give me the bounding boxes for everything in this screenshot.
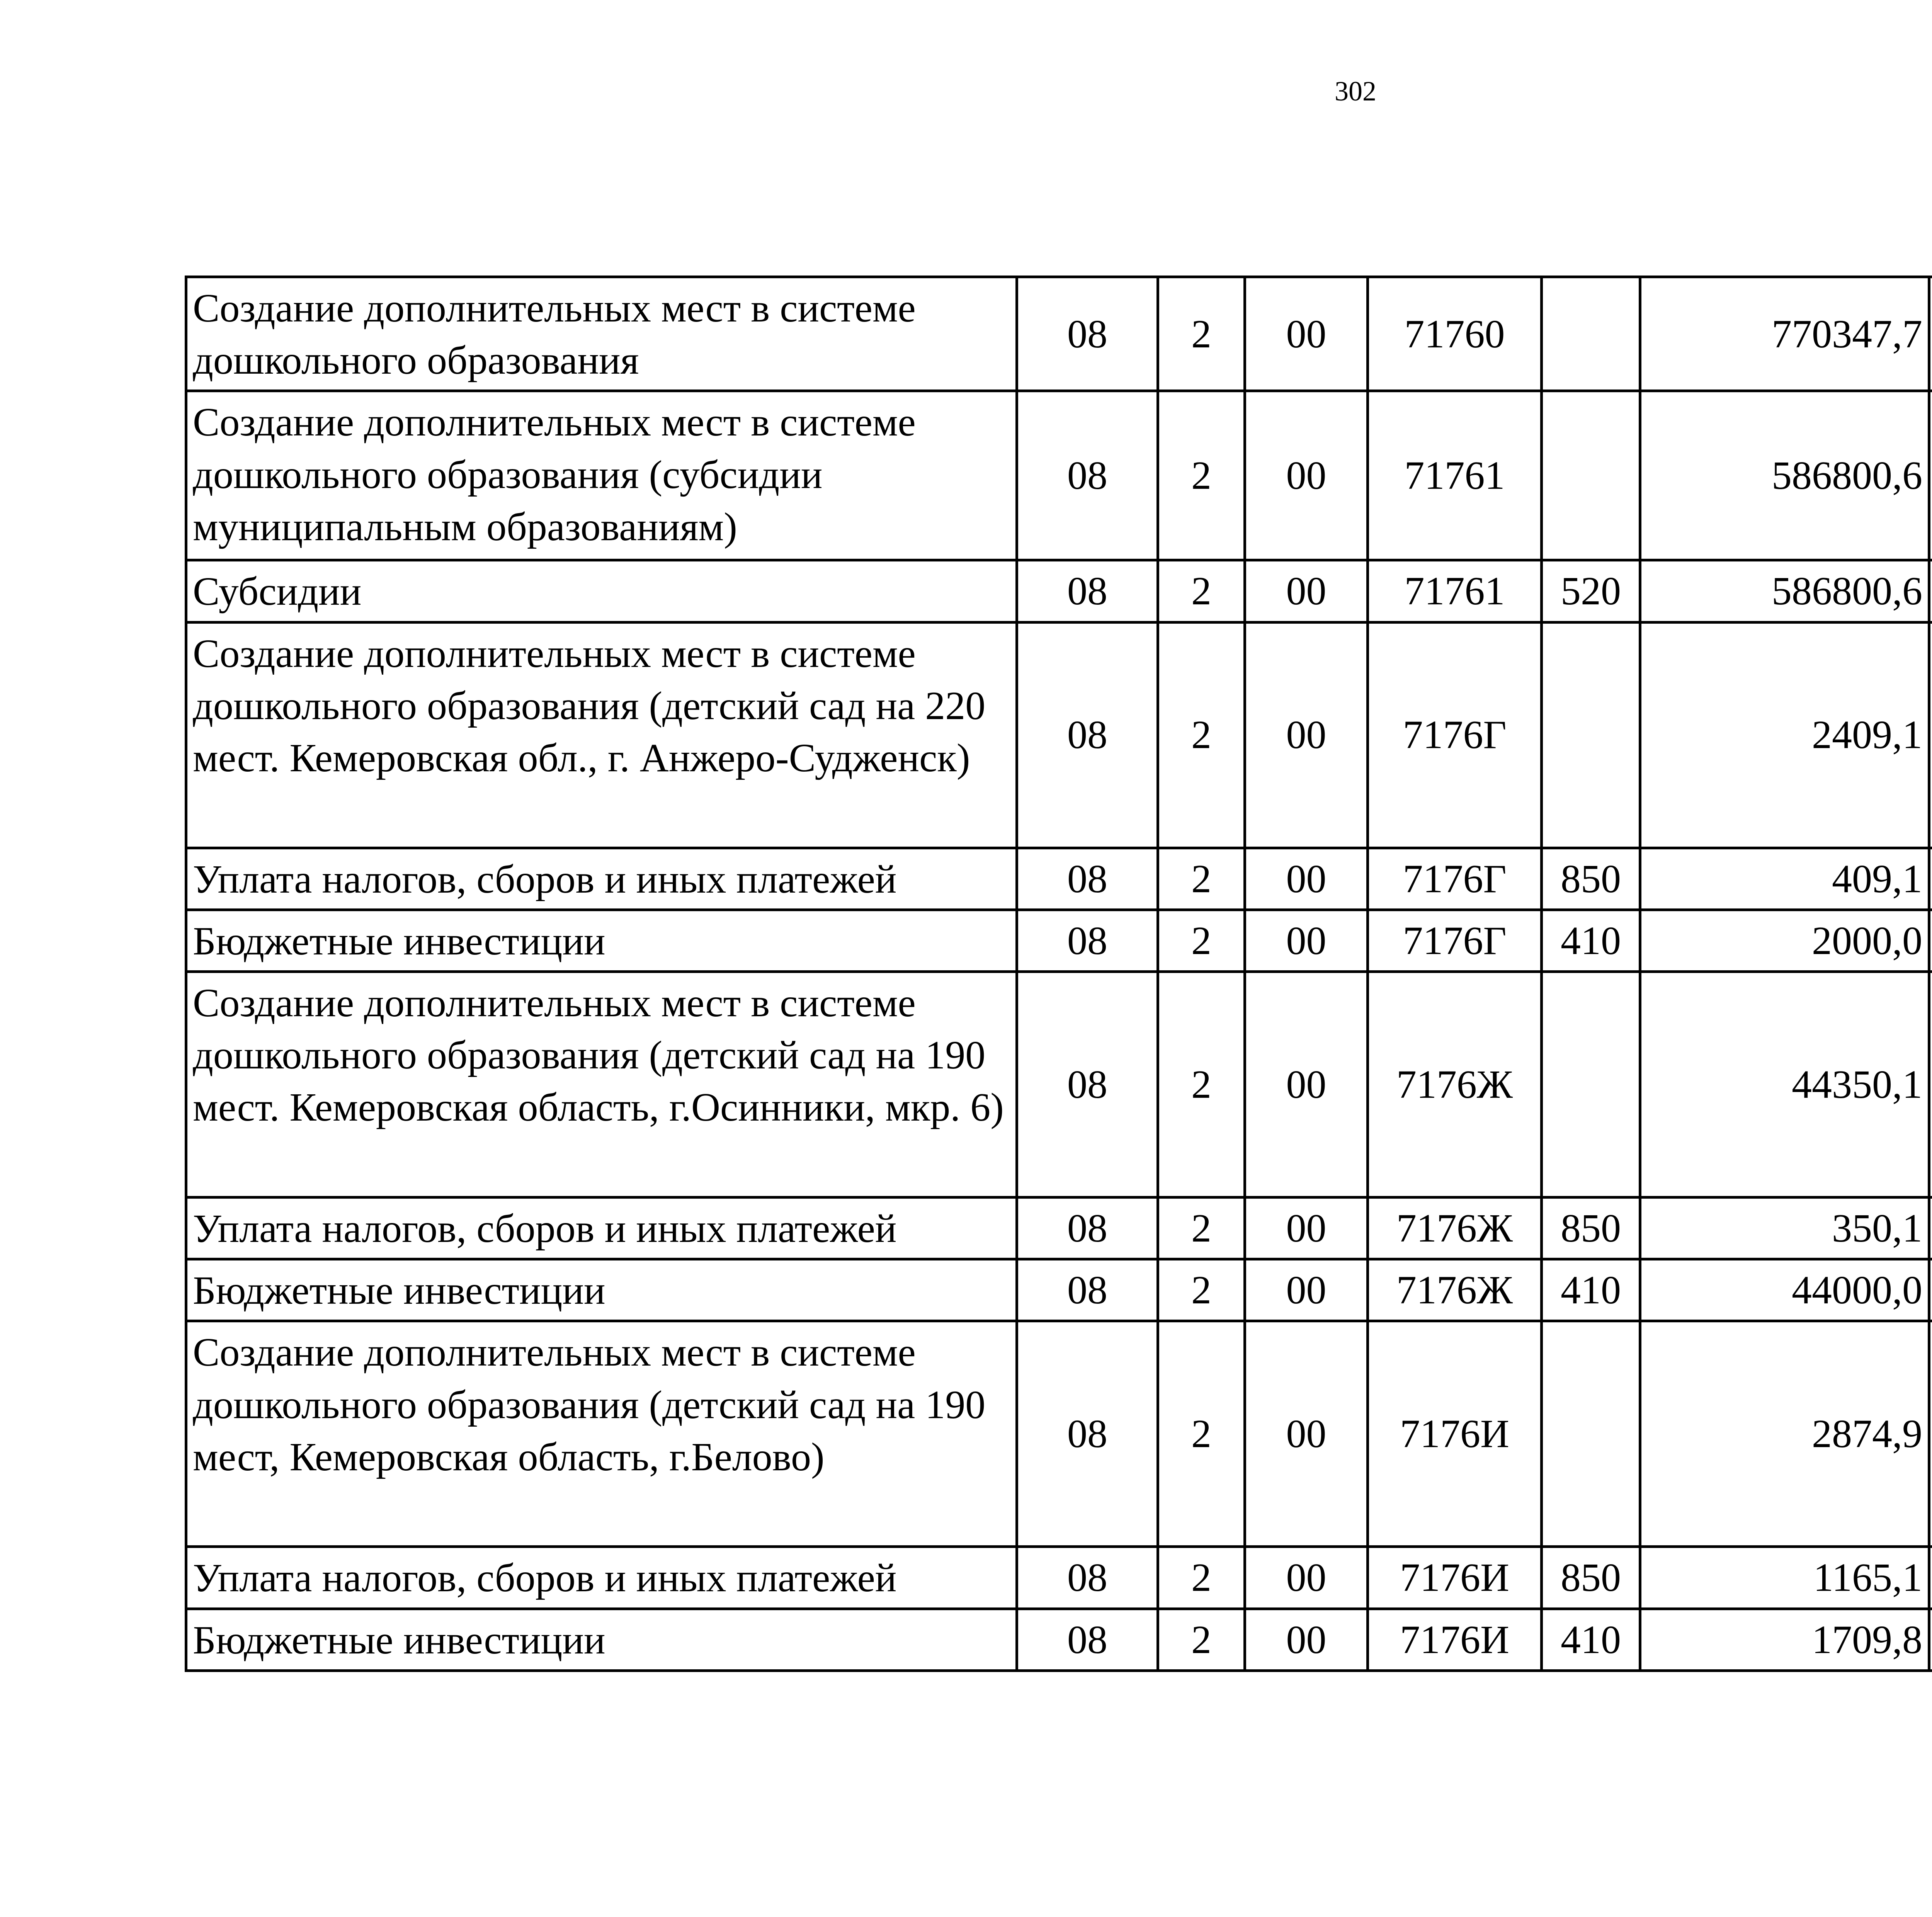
amount-year-2-cell xyxy=(1929,910,1932,971)
item-name-cell: Бюджетные инвестиции xyxy=(186,910,1017,971)
section-code-cell: 08 xyxy=(1017,1547,1158,1609)
program-code-cell: 2 xyxy=(1158,1197,1245,1259)
expense-type-cell xyxy=(1542,1321,1640,1547)
amount-year-2-cell xyxy=(1929,848,1932,910)
table-row xyxy=(186,910,1932,971)
item-name-cell: Субсидии xyxy=(186,560,1017,622)
amount-year-1-cell: 770347,7 xyxy=(1640,277,1929,391)
amount-year-2-cell xyxy=(1929,560,1932,622)
item-name-cell: Создание дополнительных мест в системе дошкольного образования xyxy=(186,277,1017,391)
target-code-cell: 71761 xyxy=(1368,391,1542,560)
amount-year-2-cell xyxy=(1929,1547,1932,1609)
program-code-cell: 2 xyxy=(1158,391,1245,560)
subprogram-code-cell: 00 xyxy=(1245,910,1368,971)
table-row xyxy=(186,1321,1932,1547)
amount-year-1-cell: 586800,6 xyxy=(1640,560,1929,622)
amount-year-2-cell xyxy=(1929,1197,1932,1259)
budget-table xyxy=(185,276,1932,1672)
expense-type-cell: 410 xyxy=(1542,1609,1640,1670)
subprogram-code-cell: 00 xyxy=(1245,1609,1368,1670)
amount-year-1-cell: 586800,6 xyxy=(1640,391,1929,560)
section-code-cell: 08 xyxy=(1017,560,1158,622)
table-row xyxy=(186,1197,1932,1259)
expense-type-cell xyxy=(1542,391,1640,560)
amount-year-2-cell xyxy=(1929,391,1932,560)
section-code-cell: 08 xyxy=(1017,1609,1158,1670)
expense-type-cell: 850 xyxy=(1542,848,1640,910)
section-code-cell: 08 xyxy=(1017,1197,1158,1259)
target-code-cell: 7176И xyxy=(1368,1609,1542,1670)
section-code-cell: 08 xyxy=(1017,277,1158,391)
subprogram-code-cell: 00 xyxy=(1245,1321,1368,1547)
table-row xyxy=(186,391,1932,560)
amount-year-2-cell xyxy=(1929,1609,1932,1670)
target-code-cell: 7176Г xyxy=(1368,910,1542,971)
section-code-cell: 08 xyxy=(1017,1259,1158,1321)
amount-year-2-cell xyxy=(1929,277,1932,391)
target-code-cell: 7176Ж xyxy=(1368,1259,1542,1321)
table-body xyxy=(186,277,1932,1671)
target-code-cell: 7176Ж xyxy=(1368,971,1542,1197)
table-row xyxy=(186,848,1932,910)
section-code-cell: 08 xyxy=(1017,910,1158,971)
expense-type-cell: 850 xyxy=(1542,1547,1640,1609)
program-code-cell: 2 xyxy=(1158,848,1245,910)
target-code-cell: 7176Г xyxy=(1368,848,1542,910)
item-name-cell: Уплата налогов, сборов и иных платежей xyxy=(186,1197,1017,1259)
item-name-cell: Создание дополнительных мест в системе дошкольного образования (детский сад на 190 мест. Кемеровская область, г.Осинники, мкр. 6) xyxy=(186,971,1017,1197)
item-name-cell: Бюджетные инвестиции xyxy=(186,1259,1017,1321)
program-code-cell: 2 xyxy=(1158,910,1245,971)
subprogram-code-cell: 00 xyxy=(1245,848,1368,910)
table-row xyxy=(186,1609,1932,1670)
subprogram-code-cell: 00 xyxy=(1245,1259,1368,1321)
expense-type-cell: 850 xyxy=(1542,1197,1640,1259)
expense-type-cell: 410 xyxy=(1542,1259,1640,1321)
program-code-cell: 2 xyxy=(1158,622,1245,848)
section-code-cell: 08 xyxy=(1017,1321,1158,1547)
target-code-cell: 7176Ж xyxy=(1368,1197,1542,1259)
section-code-cell: 08 xyxy=(1017,848,1158,910)
subprogram-code-cell: 00 xyxy=(1245,622,1368,848)
table-row xyxy=(186,277,1932,391)
section-code-cell: 08 xyxy=(1017,391,1158,560)
table-row xyxy=(186,622,1932,848)
amount-year-1-cell: 409,1 xyxy=(1640,848,1929,910)
target-code-cell: 71760 xyxy=(1368,277,1542,391)
amount-year-1-cell: 2000,0 xyxy=(1640,910,1929,971)
subprogram-code-cell: 00 xyxy=(1245,391,1368,560)
subprogram-code-cell: 00 xyxy=(1245,971,1368,1197)
amount-year-1-cell: 2874,9 xyxy=(1640,1321,1929,1547)
amount-year-1-cell: 350,1 xyxy=(1640,1197,1929,1259)
amount-year-1-cell: 44350,1 xyxy=(1640,971,1929,1197)
amount-year-2-cell xyxy=(1929,622,1932,848)
item-name-cell: Создание дополнительных мест в системе дошкольного образования (детский сад на 190 мест, Кемеровская область, г.Белово) xyxy=(186,1321,1017,1547)
section-code-cell: 08 xyxy=(1017,622,1158,848)
item-name-cell: Создание дополнительных мест в системе дошкольного образования (детский сад на 220 мест. Кемеровская обл., г. Анжеро-Судженск) xyxy=(186,622,1017,848)
expense-type-cell xyxy=(1542,622,1640,848)
table-row xyxy=(186,971,1932,1197)
item-name-cell: Создание дополнительных мест в системе дошкольного образования (субсидии муниципальным образованиям) xyxy=(186,391,1017,560)
subprogram-code-cell: 00 xyxy=(1245,277,1368,391)
table-row xyxy=(186,1547,1932,1609)
page-number: 302 xyxy=(1335,76,1376,107)
subprogram-code-cell: 00 xyxy=(1245,1547,1368,1609)
amount-year-1-cell: 44000,0 xyxy=(1640,1259,1929,1321)
target-code-cell: 71761 xyxy=(1368,560,1542,622)
expense-type-cell: 520 xyxy=(1542,560,1640,622)
expense-type-cell: 410 xyxy=(1542,910,1640,971)
program-code-cell: 2 xyxy=(1158,1547,1245,1609)
amount-year-2-cell xyxy=(1929,1259,1932,1321)
subprogram-code-cell: 00 xyxy=(1245,560,1368,622)
section-code-cell: 08 xyxy=(1017,971,1158,1197)
program-code-cell: 2 xyxy=(1158,1259,1245,1321)
program-code-cell: 2 xyxy=(1158,1609,1245,1670)
item-name-cell: Бюджетные инвестиции xyxy=(186,1609,1017,1670)
amount-year-2-cell xyxy=(1929,971,1932,1197)
amount-year-2-cell xyxy=(1929,1321,1932,1547)
program-code-cell: 2 xyxy=(1158,277,1245,391)
amount-year-1-cell: 1709,8 xyxy=(1640,1609,1929,1670)
item-name-cell: Уплата налогов, сборов и иных платежей xyxy=(186,1547,1017,1609)
program-code-cell: 2 xyxy=(1158,560,1245,622)
item-name-cell: Уплата налогов, сборов и иных платежей xyxy=(186,848,1017,910)
table-row xyxy=(186,560,1932,622)
program-code-cell: 2 xyxy=(1158,1321,1245,1547)
program-code-cell: 2 xyxy=(1158,971,1245,1197)
target-code-cell: 7176Г xyxy=(1368,622,1542,848)
expense-type-cell xyxy=(1542,277,1640,391)
expense-type-cell xyxy=(1542,971,1640,1197)
target-code-cell: 7176И xyxy=(1368,1547,1542,1609)
target-code-cell: 7176И xyxy=(1368,1321,1542,1547)
amount-year-1-cell: 2409,1 xyxy=(1640,622,1929,848)
amount-year-1-cell: 1165,1 xyxy=(1640,1547,1929,1609)
subprogram-code-cell: 00 xyxy=(1245,1197,1368,1259)
table-row xyxy=(186,1259,1932,1321)
